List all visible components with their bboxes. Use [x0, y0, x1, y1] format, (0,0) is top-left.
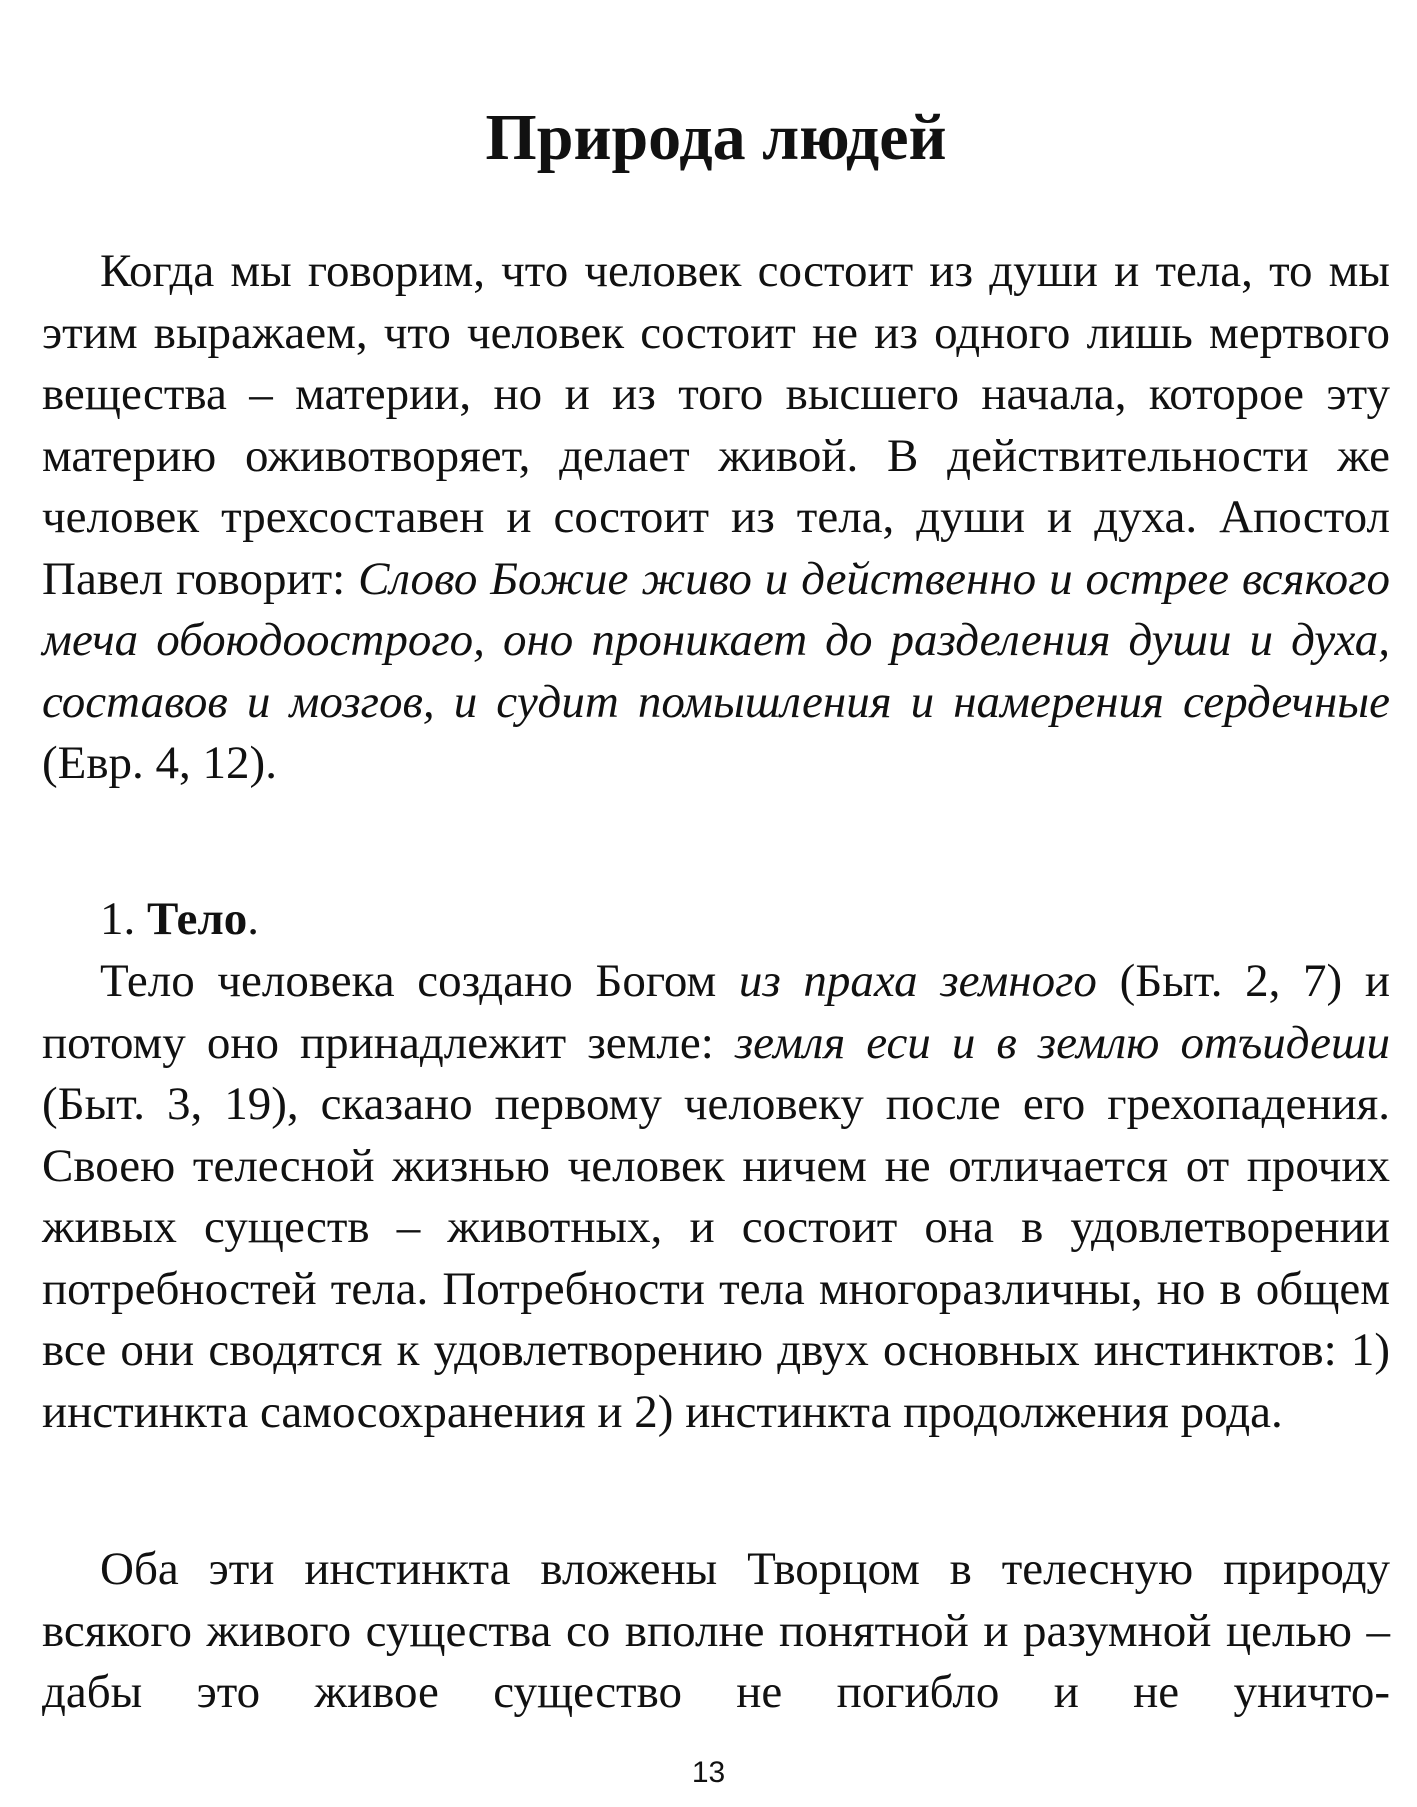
scripture-quote: Слово Божие живо и действенно и острее всякого меча обоюдоострого, оно проникает до разделения души и духа, составов и мозгов, и судит помышления и намерения сердечные — [42, 552, 1390, 728]
paragraph-body — [42, 951, 1390, 1443]
paragraph-body-text-1: Тело человека создано Богом — [100, 955, 739, 1007]
paragraph-intro — [42, 241, 1390, 795]
paragraph-intro-text: Когда мы говорим, что человек состоит из души и тела, то мы этим выражаем, что человек состоит не из одного лишь мертвого вещества – материи, но и из того высшего начала, которое эту материю оживотворяет, делает живой. В действительности же человек трехсоставен и состоит из тела, души и духа. Апостол Павел говорит: — [42, 245, 1390, 605]
paragraph-body-text-2: (Быт. 2, 7) и потому оно принадлежит земле: — [42, 955, 1390, 1069]
scripture-quote-2: земля еси и в землю отъидеши — [734, 1016, 1390, 1069]
page-number: 13 — [691, 1756, 726, 1789]
scripture-reference: (Евр. 4, 12). — [42, 737, 277, 789]
scripture-quote-1: из праха земного — [738, 955, 1097, 1007]
paragraph-body-text-3: (Быт. 3, 19), сказано первому человеку после его грехопадения. Своею телесной жизнью человек ничем не отличается от прочих живых существ – животных, и состоит она в удовлетворении потребностей тела. Потребности тела многоразличны, но в общем все они сводятся к удовлетворению двух основных инстинктов: 1) инстинкта самосохранения и 2) инстинкта продолжения рода. — [42, 1078, 1390, 1438]
chapter-title: Природа людей — [485, 101, 947, 174]
section-number: 1. — [100, 893, 147, 945]
section-heading-dot: . — [247, 893, 260, 945]
paragraph-instincts: Оба эти инстинкта вложены Творцом в телесную природу всякого живого существа со вполне понятной и разумной целью – дабы это живое существо не погибло и не уничто- — [42, 1543, 1390, 1718]
section-title: Тело — [147, 893, 248, 945]
book-page — [42, 0, 1390, 1807]
section-heading — [42, 889, 1390, 951]
